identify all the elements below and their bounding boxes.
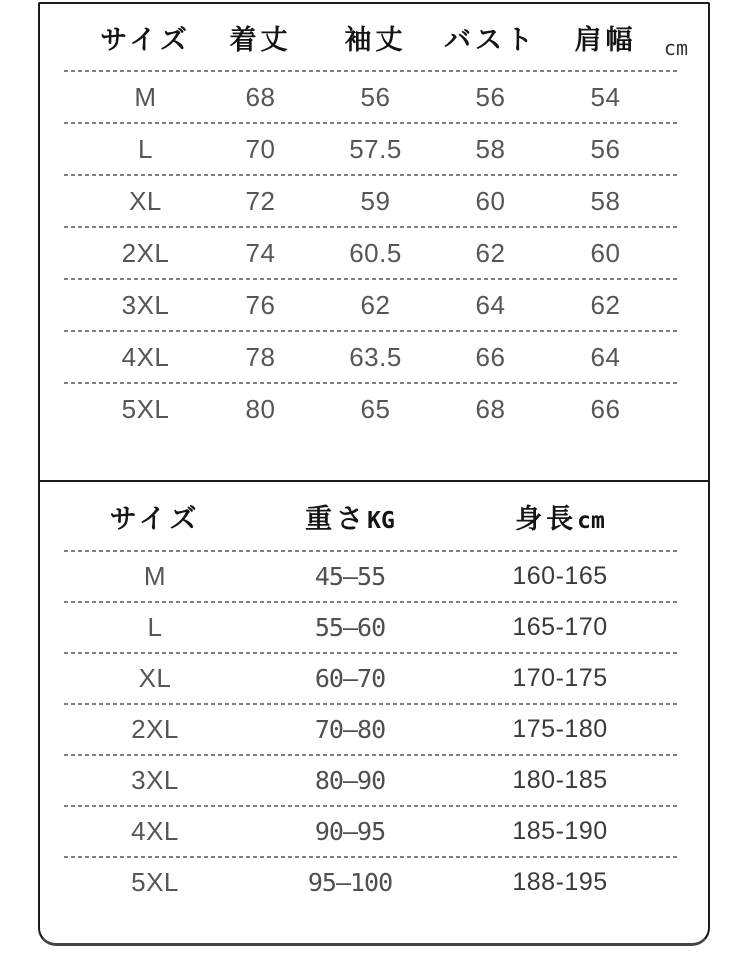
cell-value: 60: [590, 237, 621, 268]
header-shoulder: 肩幅: [574, 24, 637, 55]
body-size-table: [40, 482, 708, 907]
cell-height: 188-195: [512, 868, 608, 896]
cell-value: 76: [245, 289, 276, 320]
header-weight: 重さKG: [305, 503, 395, 534]
cell-value: 66: [475, 341, 506, 372]
cell-size: 5XL: [121, 393, 170, 424]
cell-weight: 45–55: [314, 562, 386, 591]
cell-weight: 70–80: [314, 715, 386, 744]
cell-size: 4XL: [131, 816, 179, 846]
cell-size: L: [138, 133, 153, 164]
cell-size: 4XL: [121, 341, 170, 372]
cell-value: 60.5: [349, 237, 402, 268]
table-row-xl: [40, 654, 708, 703]
cell-size: M: [134, 81, 157, 112]
cell-value: 65: [360, 393, 391, 424]
cell-value: 62: [590, 289, 621, 320]
garment-measurement-table: [40, 4, 708, 434]
header-height: 身長cm: [515, 503, 605, 534]
cell-value: 70: [245, 133, 276, 164]
cell-value: 54: [590, 81, 621, 112]
cell-height: 175-180: [512, 715, 608, 743]
unit-label-cm: cm: [663, 36, 688, 60]
cell-size: XL: [129, 185, 162, 216]
cell-size: 5XL: [131, 867, 179, 897]
cell-value: 64: [590, 341, 621, 372]
cell-size: L: [147, 612, 163, 642]
cell-value: 62: [475, 237, 506, 268]
cell-size: XL: [138, 663, 172, 693]
cell-size: 2XL: [121, 237, 170, 268]
cell-value: 56: [360, 81, 391, 112]
table-row-4xl: [40, 807, 708, 856]
cell-value: 63.5: [349, 341, 402, 372]
header-length: 着丈: [229, 24, 292, 55]
table-row-m: [40, 72, 708, 122]
cell-value: 60: [475, 185, 506, 216]
table-row-5xl: [40, 858, 708, 907]
table-row-4xl: [40, 332, 708, 382]
cell-value: 68: [245, 81, 276, 112]
cell-size: 3XL: [131, 765, 179, 795]
header-sleeve: 袖丈: [344, 24, 407, 55]
cell-height: 160-165: [512, 562, 608, 590]
body-table-header: [40, 482, 708, 550]
table-row-m: [40, 552, 708, 601]
table-row-5xl: [40, 384, 708, 434]
cell-value: 78: [245, 341, 276, 372]
cell-weight: 60–70: [314, 664, 386, 693]
header-weight-unit: KG: [367, 507, 395, 534]
cell-value: 62: [360, 289, 391, 320]
measurement-table-header: [40, 4, 708, 70]
cell-value: 66: [590, 393, 621, 424]
cell-value: 80: [245, 393, 276, 424]
header-size: サイズ: [109, 503, 201, 534]
cell-value: 58: [590, 185, 621, 216]
cell-weight: 80–90: [314, 766, 386, 795]
table-row-2xl: [40, 705, 708, 754]
cell-weight: 95–100: [307, 868, 393, 897]
cell-size: M: [143, 561, 167, 591]
cell-value: 56: [475, 81, 506, 112]
cell-height: 165-170: [512, 613, 608, 641]
table-row-xl: [40, 176, 708, 226]
table-row-l: [40, 603, 708, 652]
cell-value: 57.5: [349, 133, 402, 164]
cell-weight: 55–60: [314, 613, 386, 642]
cell-size: 3XL: [121, 289, 170, 320]
header-height-unit: cm: [577, 507, 605, 534]
table-row-l: [40, 124, 708, 174]
header-size: サイズ: [100, 24, 191, 55]
cell-weight: 90–95: [314, 817, 386, 846]
cell-value: 72: [245, 185, 276, 216]
cell-value: 68: [475, 393, 506, 424]
cell-height: 180-185: [512, 766, 608, 794]
table-row-2xl: [40, 228, 708, 278]
table-row-3xl: [40, 280, 708, 330]
cell-value: 56: [590, 133, 621, 164]
cell-value: 59: [360, 185, 391, 216]
cell-height: 185-190: [512, 817, 608, 845]
cell-value: 58: [475, 133, 506, 164]
cell-size: 2XL: [131, 714, 179, 744]
cell-value: 74: [245, 237, 276, 268]
header-bust: バスト: [444, 24, 537, 55]
cell-height: 170-175: [512, 664, 608, 692]
size-chart-frame: [38, 2, 710, 946]
table-row-3xl: [40, 756, 708, 805]
cell-value: 64: [475, 289, 506, 320]
